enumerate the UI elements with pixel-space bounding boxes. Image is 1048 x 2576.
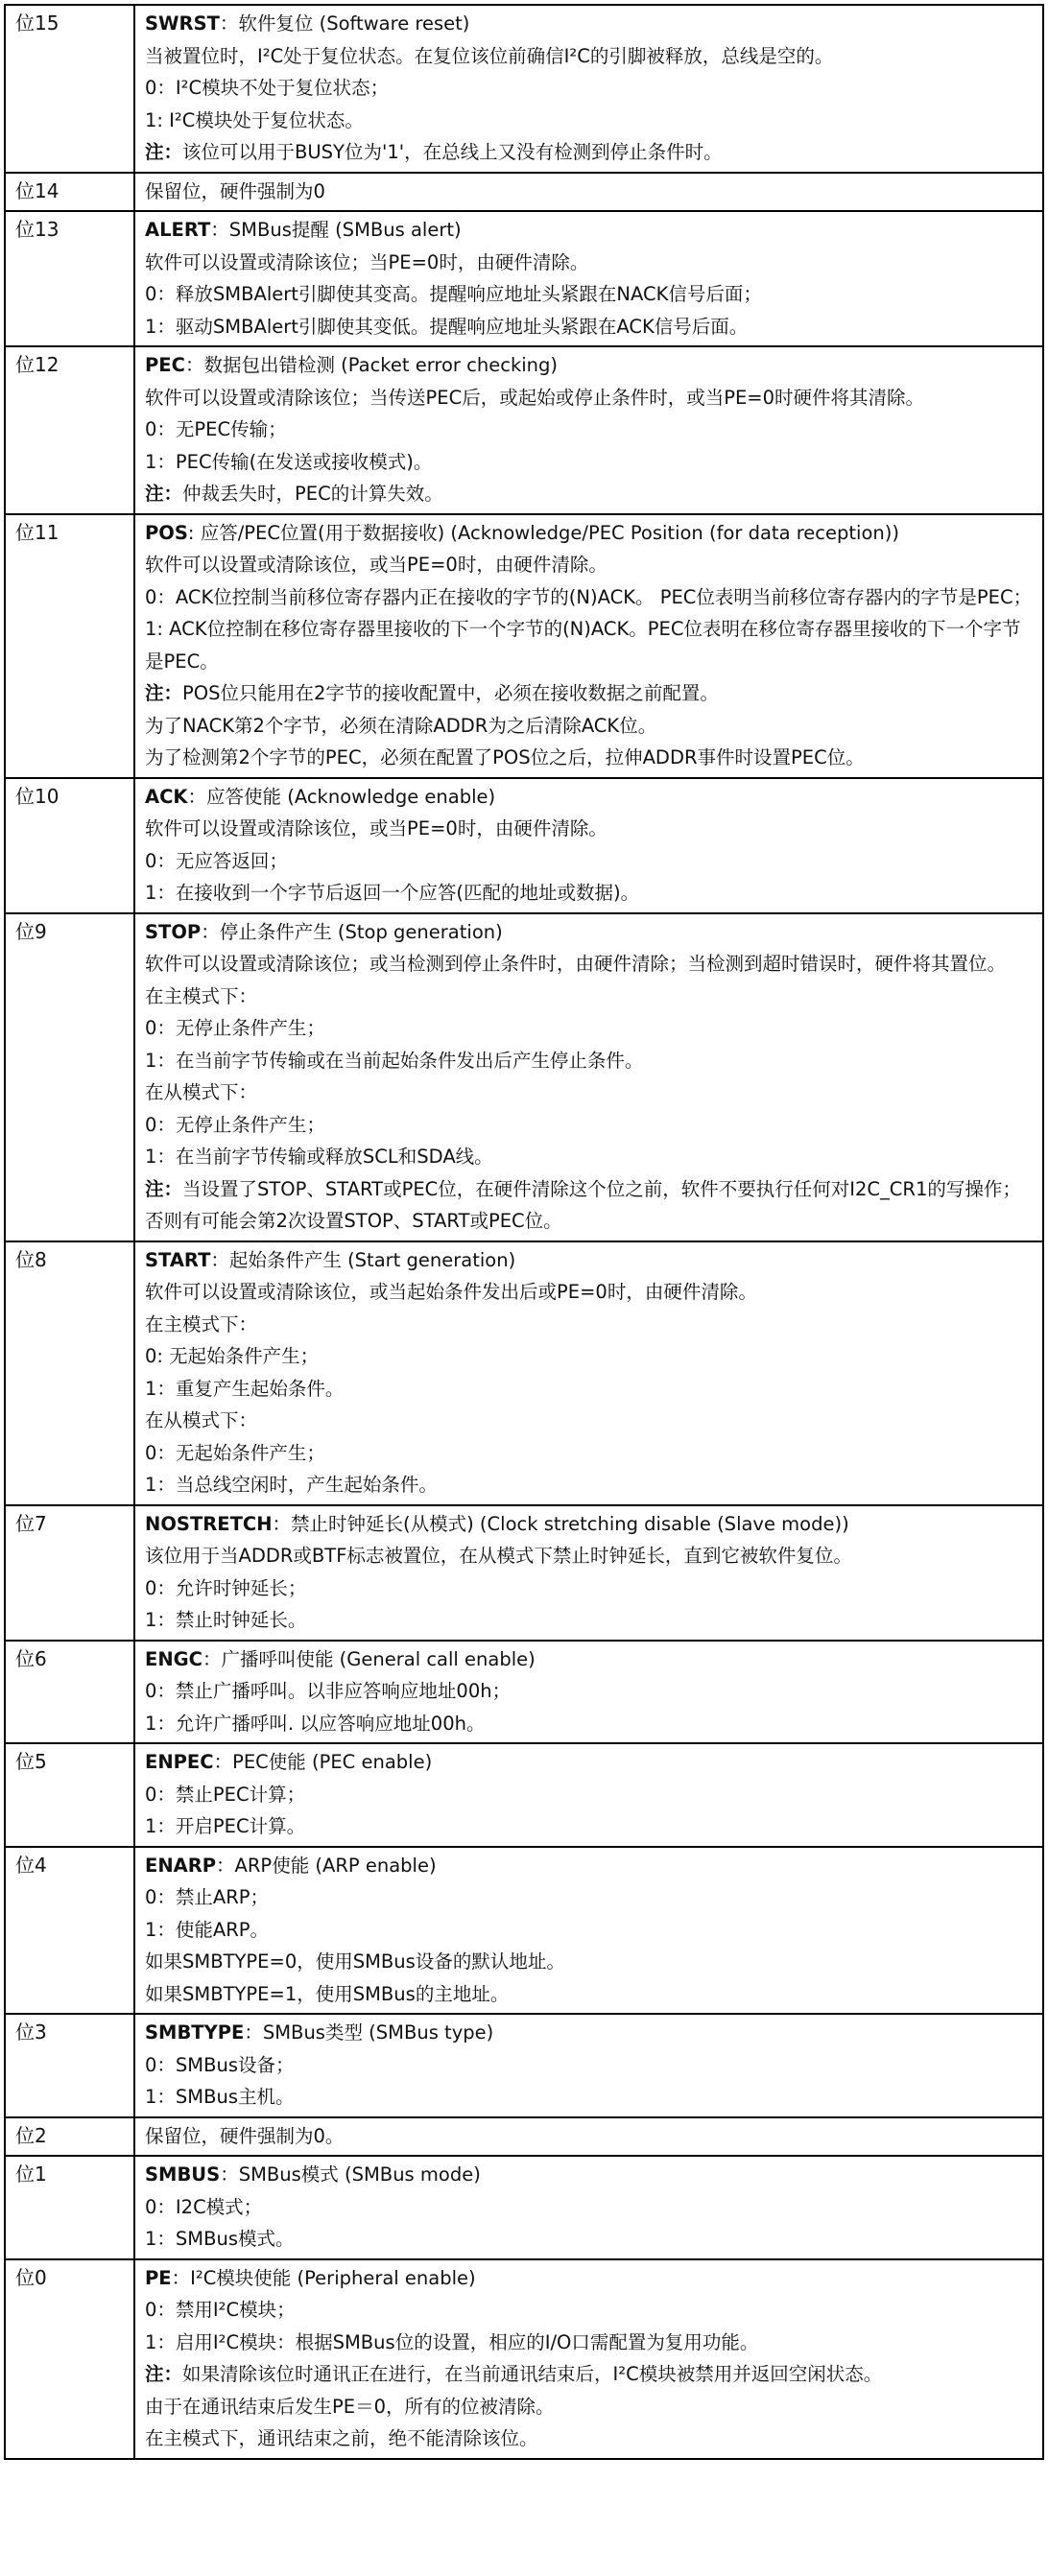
bit-cell bbox=[5, 5, 134, 173]
bit-label: 位5 bbox=[15, 1750, 47, 1773]
line-text: 0：无PEC传输； bbox=[145, 418, 287, 440]
bit-row bbox=[5, 1743, 1043, 1847]
field-name: POS bbox=[145, 521, 188, 544]
bit-row bbox=[5, 1241, 1043, 1505]
line-text: 为了检测第2个字节的PEC，必须在配置了POS位之后，拉伸ADDR事件时设置PEC位。 bbox=[145, 746, 865, 768]
field-name: PEC bbox=[145, 354, 185, 376]
description-line bbox=[145, 2294, 1033, 2327]
line-text: 0：无停止条件产生； bbox=[145, 1017, 325, 1039]
note-line bbox=[145, 478, 1033, 510]
bit-label: 位10 bbox=[15, 784, 60, 808]
description-line bbox=[145, 1946, 1033, 1978]
bit-cell bbox=[5, 2259, 134, 2459]
line-text: 0：I2C模式； bbox=[145, 2195, 263, 2218]
description-cell bbox=[134, 5, 1043, 173]
field-name: SWRST bbox=[145, 12, 220, 35]
field-title-text: ：禁止时钟延长(从模式) (Clock stretching disable (Slave mode)) bbox=[272, 1512, 849, 1535]
field-title bbox=[145, 176, 1033, 208]
field-title-text: 保留位，硬件强制为0 bbox=[145, 179, 325, 202]
description-line bbox=[145, 2191, 1033, 2224]
bit-row bbox=[5, 913, 1043, 1241]
line-text: 0：无起始条件产生； bbox=[145, 1441, 325, 1464]
line-text: 0：无应答返回； bbox=[145, 849, 288, 872]
field-title-text: 保留位，硬件强制为0。 bbox=[145, 2124, 345, 2147]
line-text: 软件可以设置或清除该位；当传送PEC后，或起始或停止条件时，或当PE=0时硬件将其清除。 bbox=[145, 386, 925, 409]
note-prefix: 注： bbox=[145, 1177, 183, 1200]
line-text: 在主模式下： bbox=[145, 1312, 258, 1335]
bit-row bbox=[5, 2259, 1043, 2459]
field-title bbox=[145, 8, 1033, 40]
field-title-text: ：数据包出错检测 (Packet error checking) bbox=[184, 354, 558, 376]
description-line bbox=[145, 2391, 1033, 2423]
line-text: 0: 无起始条件产生； bbox=[145, 1345, 320, 1367]
description-cell bbox=[134, 1847, 1043, 2015]
bit-label: 位7 bbox=[15, 1511, 47, 1535]
description-cell bbox=[134, 2156, 1043, 2259]
bit-row bbox=[5, 1641, 1043, 1744]
bit-label: 位11 bbox=[15, 520, 60, 544]
field-title bbox=[145, 2262, 1033, 2295]
description-line bbox=[145, 1779, 1033, 1811]
description-cell bbox=[134, 1641, 1043, 1744]
field-name: NOSTRETCH bbox=[145, 1512, 273, 1535]
description-line bbox=[145, 1309, 1033, 1341]
description-line bbox=[145, 877, 1033, 910]
description-cell bbox=[134, 1505, 1043, 1641]
description-line bbox=[145, 1373, 1033, 1406]
description-cell bbox=[134, 1241, 1043, 1505]
bit-row bbox=[5, 211, 1043, 346]
line-text: 1：在当前字节传输或在当前起始条件发出后产生停止条件。 bbox=[145, 1049, 644, 1072]
field-title-text: ：ARP使能 (ARP enable) bbox=[216, 1854, 437, 1877]
field-name: PE bbox=[145, 2266, 172, 2289]
line-text: 当被置位时，I²C处于复位状态。在复位该位前确信I²C的引脚被释放，总线是空的。 bbox=[145, 44, 834, 67]
bit-label: 位0 bbox=[15, 2265, 47, 2289]
description-line bbox=[145, 1540, 1033, 1572]
line-text: 1：在接收到一个字节后返回一个应答(匹配的地址或数据)。 bbox=[145, 882, 640, 904]
description-line bbox=[145, 948, 1033, 981]
field-title-text: ：SMBus提醒 (SMBus alert) bbox=[210, 219, 462, 241]
description-cell bbox=[134, 2117, 1043, 2157]
description-line bbox=[145, 710, 1033, 743]
note-line bbox=[145, 2358, 1033, 2391]
field-title bbox=[145, 916, 1033, 949]
bit-cell bbox=[5, 2014, 134, 2117]
line-text: 在主模式下，通讯结束之前，绝不能清除该位。 bbox=[145, 2427, 538, 2449]
note-line bbox=[145, 677, 1033, 710]
description-line bbox=[145, 414, 1033, 446]
line-text: 1: ACK位控制在移位寄存器里接收的下一个字节的(N)ACK。PEC位表明在移位寄存器里接收的下一个字节是PEC。 bbox=[145, 618, 1021, 673]
line-text: 软件可以设置或清除该位，或当起始条件发出后或PE=0时，由硬件清除。 bbox=[145, 1281, 757, 1303]
description-line bbox=[145, 2223, 1033, 2256]
field-title bbox=[145, 2159, 1033, 2191]
bit-row bbox=[5, 1505, 1043, 1641]
field-title bbox=[145, 517, 1033, 550]
description-line bbox=[145, 1675, 1033, 1708]
bit-label: 位8 bbox=[15, 1247, 47, 1271]
line-text: 在主模式下： bbox=[145, 984, 258, 1007]
field-title bbox=[145, 214, 1033, 247]
note-line bbox=[145, 136, 1033, 169]
description-cell bbox=[134, 211, 1043, 346]
description-cell bbox=[134, 2014, 1043, 2117]
line-text: 0：禁止广播呼叫。以非应答响应地址00h； bbox=[145, 1680, 512, 1702]
description-line bbox=[145, 1978, 1033, 2011]
description-line bbox=[145, 1810, 1033, 1843]
description-line bbox=[145, 549, 1033, 581]
description-line bbox=[145, 1276, 1033, 1309]
line-text: 在从模式下： bbox=[145, 1409, 258, 1431]
description-line bbox=[145, 1437, 1033, 1470]
field-name: ALERT bbox=[145, 219, 211, 241]
description-line bbox=[145, 105, 1033, 137]
description-line bbox=[145, 72, 1033, 105]
line-text: 1: I²C模块处于复位状态。 bbox=[145, 108, 364, 131]
bit-cell bbox=[5, 1505, 134, 1641]
description-line bbox=[145, 2081, 1033, 2114]
line-text: 1：当总线空闲时，产生起始条件。 bbox=[145, 1474, 438, 1496]
line-text: 如果SMBTYPE=1，使用SMBus的主地址。 bbox=[145, 1982, 510, 2005]
bit-label: 位3 bbox=[15, 2021, 47, 2044]
description-line bbox=[145, 2422, 1033, 2455]
field-title bbox=[145, 1643, 1033, 1676]
description-line bbox=[145, 1708, 1033, 1740]
bit-label: 位4 bbox=[15, 1853, 47, 1877]
bit-cell bbox=[5, 1641, 134, 1744]
field-name: STOP bbox=[145, 920, 202, 943]
line-text: 1：重复产生起始条件。 bbox=[145, 1377, 345, 1400]
note-prefix: 注： bbox=[145, 2363, 183, 2385]
field-name: ACK bbox=[145, 785, 188, 808]
bit-cell bbox=[5, 778, 134, 913]
bit-row bbox=[5, 2117, 1043, 2157]
bit-cell bbox=[5, 211, 134, 346]
description-line bbox=[145, 813, 1033, 845]
field-title bbox=[145, 1850, 1033, 1882]
line-text: 软件可以设置或清除该位，或当PE=0时，由硬件清除。 bbox=[145, 817, 607, 839]
description-cell bbox=[134, 514, 1043, 778]
bit-label: 位14 bbox=[15, 178, 60, 202]
bit-row bbox=[5, 2156, 1043, 2259]
field-title-text: ：I²C模块使能 (Peripheral enable) bbox=[171, 2266, 476, 2289]
line-text: 1：PEC传输(在发送或接收模式)。 bbox=[145, 450, 433, 473]
description-line bbox=[145, 845, 1033, 878]
description-line bbox=[145, 1012, 1033, 1045]
bit-row bbox=[5, 778, 1043, 913]
bit-cell bbox=[5, 1743, 134, 1847]
field-title-text: ：停止条件产生 (Stop generation) bbox=[201, 920, 503, 943]
field-title bbox=[145, 1244, 1033, 1277]
line-text: 仲裁丢失时，PEC的计算失效。 bbox=[182, 483, 443, 505]
bit-cell bbox=[5, 173, 134, 212]
line-text: 软件可以设置或清除该位；当PE=0时，由硬件清除。 bbox=[145, 250, 589, 273]
line-text: 在从模式下： bbox=[145, 1081, 258, 1103]
line-text: 1：SMBus模式。 bbox=[145, 2228, 295, 2250]
description-line bbox=[145, 1405, 1033, 1437]
line-text: 1：启用I²C模块：根据SMBus位的设置，相应的I/O口需配置为复用功能。 bbox=[145, 2330, 759, 2353]
line-text: 当设置了STOP、START或PEC位，在硬件清除这个位之前，软件不要执行任何对I2C_CR1的写操作；否则有可能会第2次设置STOP、START或PEC位。 bbox=[145, 1177, 1021, 1232]
description-line bbox=[145, 311, 1033, 343]
line-text: 由于在通讯结束后发生PE＝0，所有的位被清除。 bbox=[145, 2395, 555, 2418]
line-text: 为了NACK第2个字节，必须在清除ADDR为之后清除ACK位。 bbox=[145, 714, 657, 737]
field-name: ENPEC bbox=[145, 1751, 214, 1773]
description-line bbox=[145, 613, 1033, 677]
line-text: 如果SMBTYPE=0，使用SMBus设备的默认地址。 bbox=[145, 1950, 565, 1973]
field-title-text: ：起始条件产生 (Start generation) bbox=[210, 1248, 516, 1271]
description-line bbox=[145, 1340, 1033, 1373]
note-prefix: 注： bbox=[145, 483, 183, 505]
bit-row bbox=[5, 514, 1043, 778]
field-title-text: ：SMBus模式 (SMBus mode) bbox=[220, 2163, 481, 2186]
description-line bbox=[145, 1881, 1033, 1914]
description-line bbox=[145, 1076, 1033, 1109]
line-text: 1：禁止时钟延长。 bbox=[145, 1609, 307, 1631]
bit-cell bbox=[5, 2156, 134, 2259]
description-line bbox=[145, 981, 1033, 1013]
description-line bbox=[145, 1045, 1033, 1077]
bit-row bbox=[5, 173, 1043, 212]
field-title-text: ：软件复位 (Software reset) bbox=[219, 12, 470, 35]
field-name: START bbox=[145, 1248, 211, 1271]
bit-cell bbox=[5, 514, 134, 778]
description-line bbox=[145, 1141, 1033, 1173]
line-text: 0：ACK位控制当前移位寄存器内正在接收的字节的(N)ACK。 PEC位表明当前移位寄存器内的字节是PEC； bbox=[145, 585, 1033, 608]
line-text: 该位可以用于BUSY位为'1'，在总线上又没有检测到停止条件时。 bbox=[182, 141, 723, 163]
register-rows bbox=[5, 5, 1043, 2459]
description-cell bbox=[134, 346, 1043, 514]
description-cell bbox=[134, 913, 1043, 1241]
line-text: 0：允许时钟延长； bbox=[145, 1576, 307, 1599]
bit-row bbox=[5, 2014, 1043, 2117]
bit-cell bbox=[5, 1847, 134, 2015]
note-prefix: 注： bbox=[145, 141, 183, 163]
description-line bbox=[145, 742, 1033, 774]
bit-cell bbox=[5, 913, 134, 1241]
line-text: 1：SMBus主机。 bbox=[145, 2086, 295, 2108]
line-text: 1：开启PEC计算。 bbox=[145, 1815, 306, 1837]
bit-cell bbox=[5, 1241, 134, 1505]
bit-label: 位9 bbox=[15, 919, 47, 943]
description-line bbox=[145, 1604, 1033, 1637]
description-cell bbox=[134, 2259, 1043, 2459]
line-text: 1：在当前字节传输或释放SCL和SDA线。 bbox=[145, 1146, 493, 1168]
field-title-text: ：应答使能 (Acknowledge enable) bbox=[187, 785, 496, 808]
description-line bbox=[145, 40, 1033, 73]
description-cell bbox=[134, 173, 1043, 212]
line-text: 软件可以设置或清除该位；或当检测到停止条件时，由硬件清除；当检测到超时错误时，硬件将其置位。 bbox=[145, 953, 1007, 975]
description-line bbox=[145, 1469, 1033, 1501]
field-title bbox=[145, 1746, 1033, 1779]
bit-row bbox=[5, 346, 1043, 514]
field-name: ENARP bbox=[145, 1854, 217, 1877]
note-line bbox=[145, 1173, 1033, 1238]
description-line bbox=[145, 1572, 1033, 1605]
field-title-text: ：SMBus类型 (SMBus type) bbox=[244, 2021, 494, 2044]
field-title-text: ：PEC使能 (PEC enable) bbox=[213, 1751, 433, 1773]
line-text: 如果清除该位时通讯正在进行，在当前通讯结束后，I²C模块被禁用并返回空闲状态。 bbox=[182, 2363, 883, 2385]
bit-label: 位15 bbox=[15, 12, 60, 35]
field-title bbox=[145, 781, 1033, 814]
description-line bbox=[145, 2049, 1033, 2082]
description-line bbox=[145, 278, 1033, 311]
field-name: SMBUS bbox=[145, 2163, 221, 2186]
note-prefix: 注： bbox=[145, 682, 183, 704]
line-text: 0：I²C模块不处于复位状态； bbox=[145, 77, 390, 99]
field-title-text: : 应答/PEC位置(用于数据接收) (Acknowledge/PEC Position (for data reception)) bbox=[187, 521, 899, 544]
register-bit-table bbox=[4, 4, 1044, 2460]
bit-label: 位2 bbox=[15, 2123, 47, 2147]
description-line bbox=[145, 2327, 1033, 2359]
line-text: 0：禁止ARP； bbox=[145, 1886, 270, 1908]
description-line bbox=[145, 1109, 1033, 1142]
field-name: ENGC bbox=[145, 1647, 202, 1670]
bit-row bbox=[5, 1847, 1043, 2015]
line-text: POS位只能用在2字节的接收配置中，必须在接收数据之前配置。 bbox=[182, 682, 719, 704]
line-text: 该位用于当ADDR或BTF标志被置位，在从模式下禁止时钟延长，直到它被软件复位。 bbox=[145, 1545, 852, 1567]
description-line bbox=[145, 382, 1033, 414]
line-text: 0：释放SMBAlert引脚使其变高。提醒响应地址头紧跟在NACK信号后面； bbox=[145, 283, 762, 305]
description-cell bbox=[134, 1743, 1043, 1847]
field-title-text: ：广播呼叫使能 (General call enable) bbox=[202, 1647, 536, 1670]
description-line bbox=[145, 446, 1033, 479]
description-cell bbox=[134, 778, 1043, 913]
line-text: 1：驱动SMBAlert引脚使其变低。提醒响应地址头紧跟在ACK信号后面。 bbox=[145, 315, 749, 338]
field-title bbox=[145, 2017, 1033, 2049]
bit-label: 位1 bbox=[15, 2162, 47, 2186]
bit-cell bbox=[5, 346, 134, 514]
bit-label: 位6 bbox=[15, 1646, 47, 1670]
line-text: 0：禁用I²C模块； bbox=[145, 2299, 296, 2321]
line-text: 1：允许广播呼叫. 以应答响应地址00h。 bbox=[145, 1712, 486, 1735]
line-text: 1：使能ARP。 bbox=[145, 1918, 270, 1941]
bit-label: 位13 bbox=[15, 218, 60, 241]
line-text: 0：无停止条件产生； bbox=[145, 1113, 325, 1136]
bit-cell bbox=[5, 2117, 134, 2157]
field-title bbox=[145, 349, 1033, 382]
line-text: 0：禁止PEC计算； bbox=[145, 1783, 306, 1806]
field-title bbox=[145, 1508, 1033, 1541]
bit-row bbox=[5, 5, 1043, 173]
line-text: 0：SMBus设备； bbox=[145, 2053, 295, 2076]
description-line bbox=[145, 247, 1033, 279]
description-line bbox=[145, 1914, 1033, 1947]
field-title bbox=[145, 2120, 1033, 2153]
line-text: 软件可以设置或清除该位，或当PE=0时，由硬件清除。 bbox=[145, 554, 607, 576]
description-line bbox=[145, 581, 1033, 614]
field-name: SMBTYPE bbox=[145, 2021, 245, 2044]
bit-label: 位12 bbox=[15, 353, 60, 376]
